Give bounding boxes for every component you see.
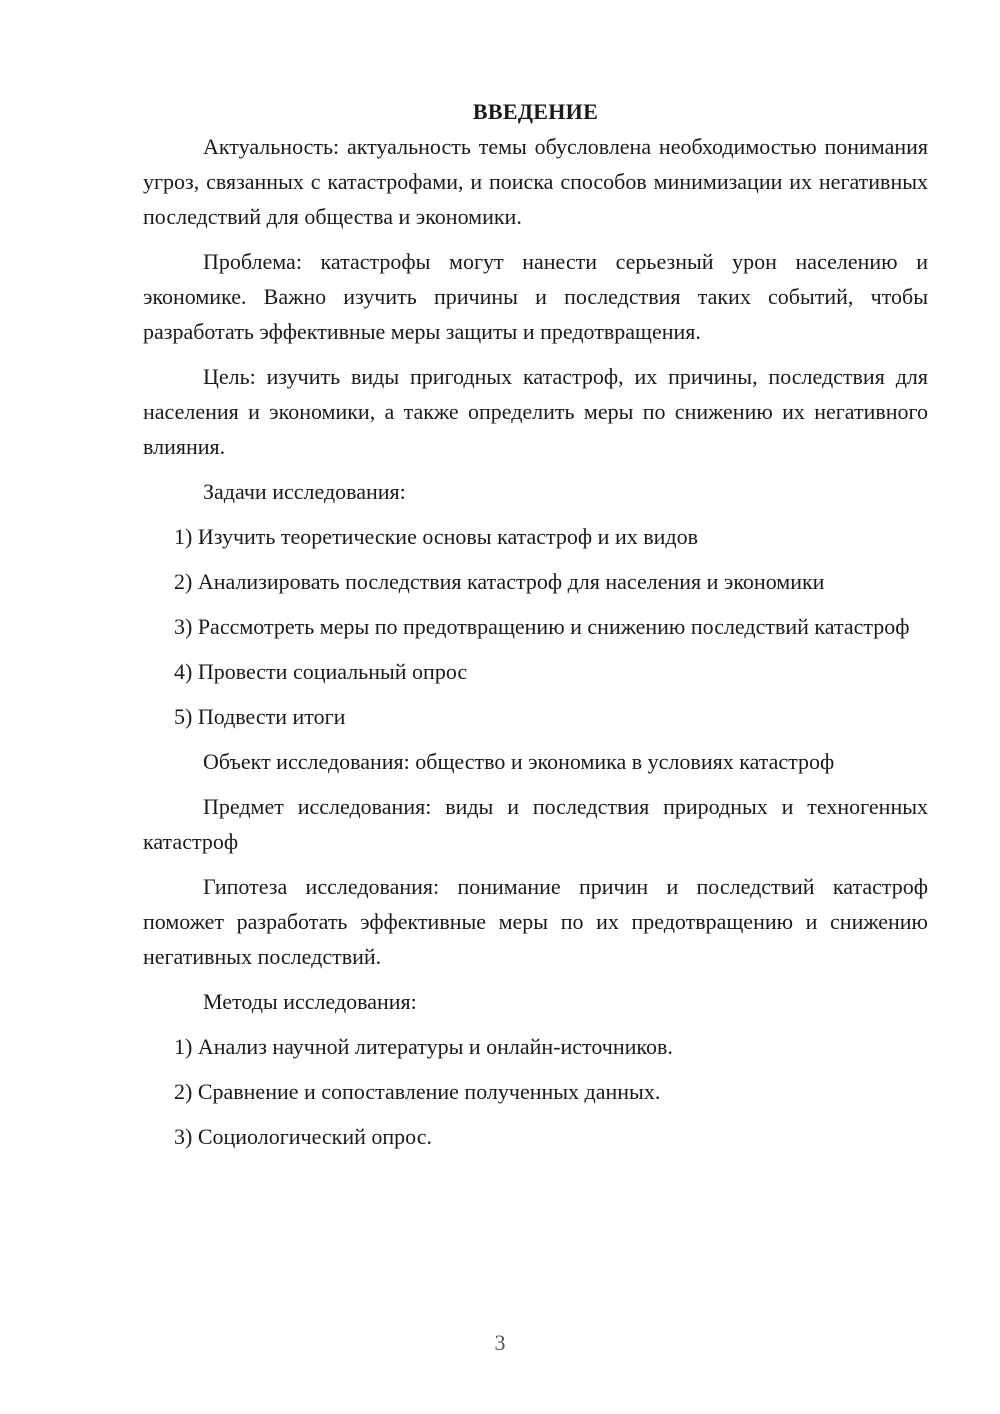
hypothesis-paragraph: Гипотеза исследования: понимание причин и последствий катастроф поможет разработать эффективные меры по их предотвращению и снижению негативных последствий. (143, 874, 928, 969)
task-item: 4) Провести социальный опрос (174, 659, 468, 684)
method-item: 3) Социологический опрос. (174, 1124, 432, 1149)
tasks-label: Задачи исследования: (203, 479, 406, 504)
section-title: ВВЕДЕНИЕ (472, 99, 599, 124)
method-item: 2) Сравнение и сопоставление полученных данных. (174, 1079, 661, 1104)
task-item: 3) Рассмотреть меры по предотвращению и снижению последствий катастроф (174, 614, 910, 639)
methods-label: Методы исследования: (203, 989, 417, 1014)
goal-paragraph: Цель: изучить виды пригодных катастроф, их причины, последствия для населения и экономики, а также определить меры по снижению их негативного влияния. (143, 364, 928, 459)
subject-paragraph: Предмет исследования: виды и последствия природных и техногенных катастроф (143, 794, 928, 854)
task-item: 2) Анализировать последствия катастроф для населения и экономики (174, 569, 825, 594)
method-item: 1) Анализ научной литературы и онлайн-источников. (174, 1034, 673, 1059)
object-paragraph: Объект исследования: общество и экономика в условиях катастроф (203, 749, 835, 774)
task-item: 5) Подвести итоги (174, 704, 346, 729)
document-body (143, 94, 928, 1164)
problem-paragraph: Проблема: катастрофы могут нанести серьезный урон населению и экономике. Важно изучить причины и последствия таких событий, чтобы разработать эффективные меры защиты и предотвращения. (143, 249, 928, 344)
relevance-paragraph: Актуальность: актуальность темы обусловлена необходимостью понимания угроз, связанных с катастрофами, и поиска способов минимизации их негативных последствий для общества и экономики. (143, 134, 928, 229)
page-number: 3 (494, 1330, 506, 1355)
task-item: 1) Изучить теоретические основы катастроф и их видов (174, 524, 698, 549)
